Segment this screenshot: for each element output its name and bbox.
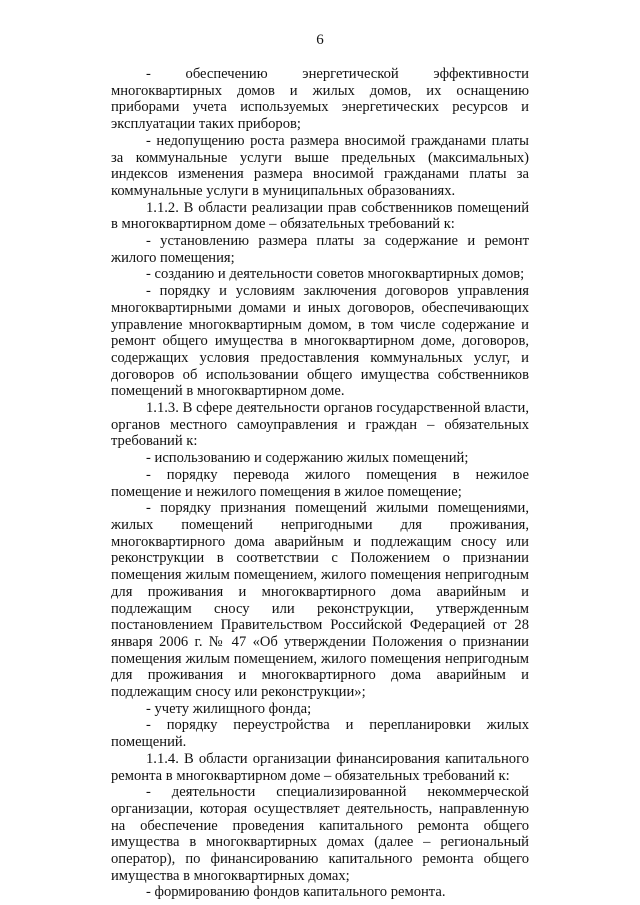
paragraph-section-1-1-4: 1.1.4. В области организации финансирования капитального ремонта в многоквартирном доме – обязательных требований к: xyxy=(111,750,529,784)
paragraph-housing-stock-accounting: - учету жилищного фонда; xyxy=(146,700,312,717)
paragraph-building-councils: - созданию и деятельности советов многоквартирных домов; xyxy=(146,266,525,283)
paragraph-premises-transfer: - порядку перевода жилого помещения в нежилое помещение и нежилого помещения в жилое помещение; xyxy=(111,466,529,500)
paragraph-reconstruction-procedure: - порядку переустройства и перепланировки жилых помещений. xyxy=(111,717,529,751)
paragraph-repair-funds: - формированию фондов капитального ремонта. xyxy=(146,884,446,901)
paragraph-maintenance-fee: - установлению размера платы за содержание и ремонт жилого помещения; xyxy=(111,233,529,266)
page-number: 6 xyxy=(316,32,324,48)
paragraph-use-of-premises: - использованию и содержанию жилых помещений; xyxy=(146,450,469,467)
paragraph-section-1-1-3: 1.1.3. В сфере деятельности органов государственной власти, органов местного самоуправления и граждан – обязательных требований к: xyxy=(111,400,529,450)
paragraph-regional-operator: - деятельности специализированной некоммерческой организации, которая осуществляет деятельность, направленную на обеспечение проведения капитального ремонта общего имущества в многоквартирных домах (далее – региональный оператор), по финансированию капитального ремонта общего имущества в многоквартирных домах; xyxy=(111,784,529,884)
paragraph-section-1-1-2: 1.1.2. В области реализации прав собственников помещений в многоквартирном доме – обязательных требований к: xyxy=(111,199,529,233)
paragraph-recognition-procedure: - порядку признания помещений жилыми помещениями, жилых помещений непригодными для проживания, многоквартирного дома аварийным и подлежащим сносу или реконструкции в соответствии с Положением о признании помещения жилым помещением, жилого помещения непригодным для проживания и многоквартирного дома аварийным и подлежащим сносу или реконструкции, утвержденным постановлением Правительством Российской Федерацией от 28 января 2006 г. № 47 «Об утверждении Положения о признании помещения жилым помещением, жилого помещения непригодным для проживания и многоквартирного дома аварийным и подлежащим сносу или реконструкции»; xyxy=(111,500,529,701)
document-body xyxy=(111,66,529,901)
paragraph-energy-efficiency: - обеспечению энергетической эффективности многоквартирных домов и жилых домов, их оснащению приборами учета используемых энергетических ресурсов и эксплуатации таких приборов; xyxy=(111,66,529,133)
paragraph-fee-growth-prevention: - недопущению роста размера вносимой гражданами платы за коммунальные услуги выше предельных (максимальных) индексов изменения размера вносимой гражданами платы за коммунальные услуги в муниципальных образованиях. xyxy=(111,132,529,199)
paragraph-management-contracts: - порядку и условиям заключения договоров управления многоквартирными домами и иных договоров, обеспечивающих управление многоквартирным домом, в том числе содержание и ремонт общего имущества в многоквартирном доме, договоров, содержащих условия предоставления коммунальных услуг, и договоров об использовании общего имущества собственников помещений в многоквартирном доме. xyxy=(111,283,529,400)
